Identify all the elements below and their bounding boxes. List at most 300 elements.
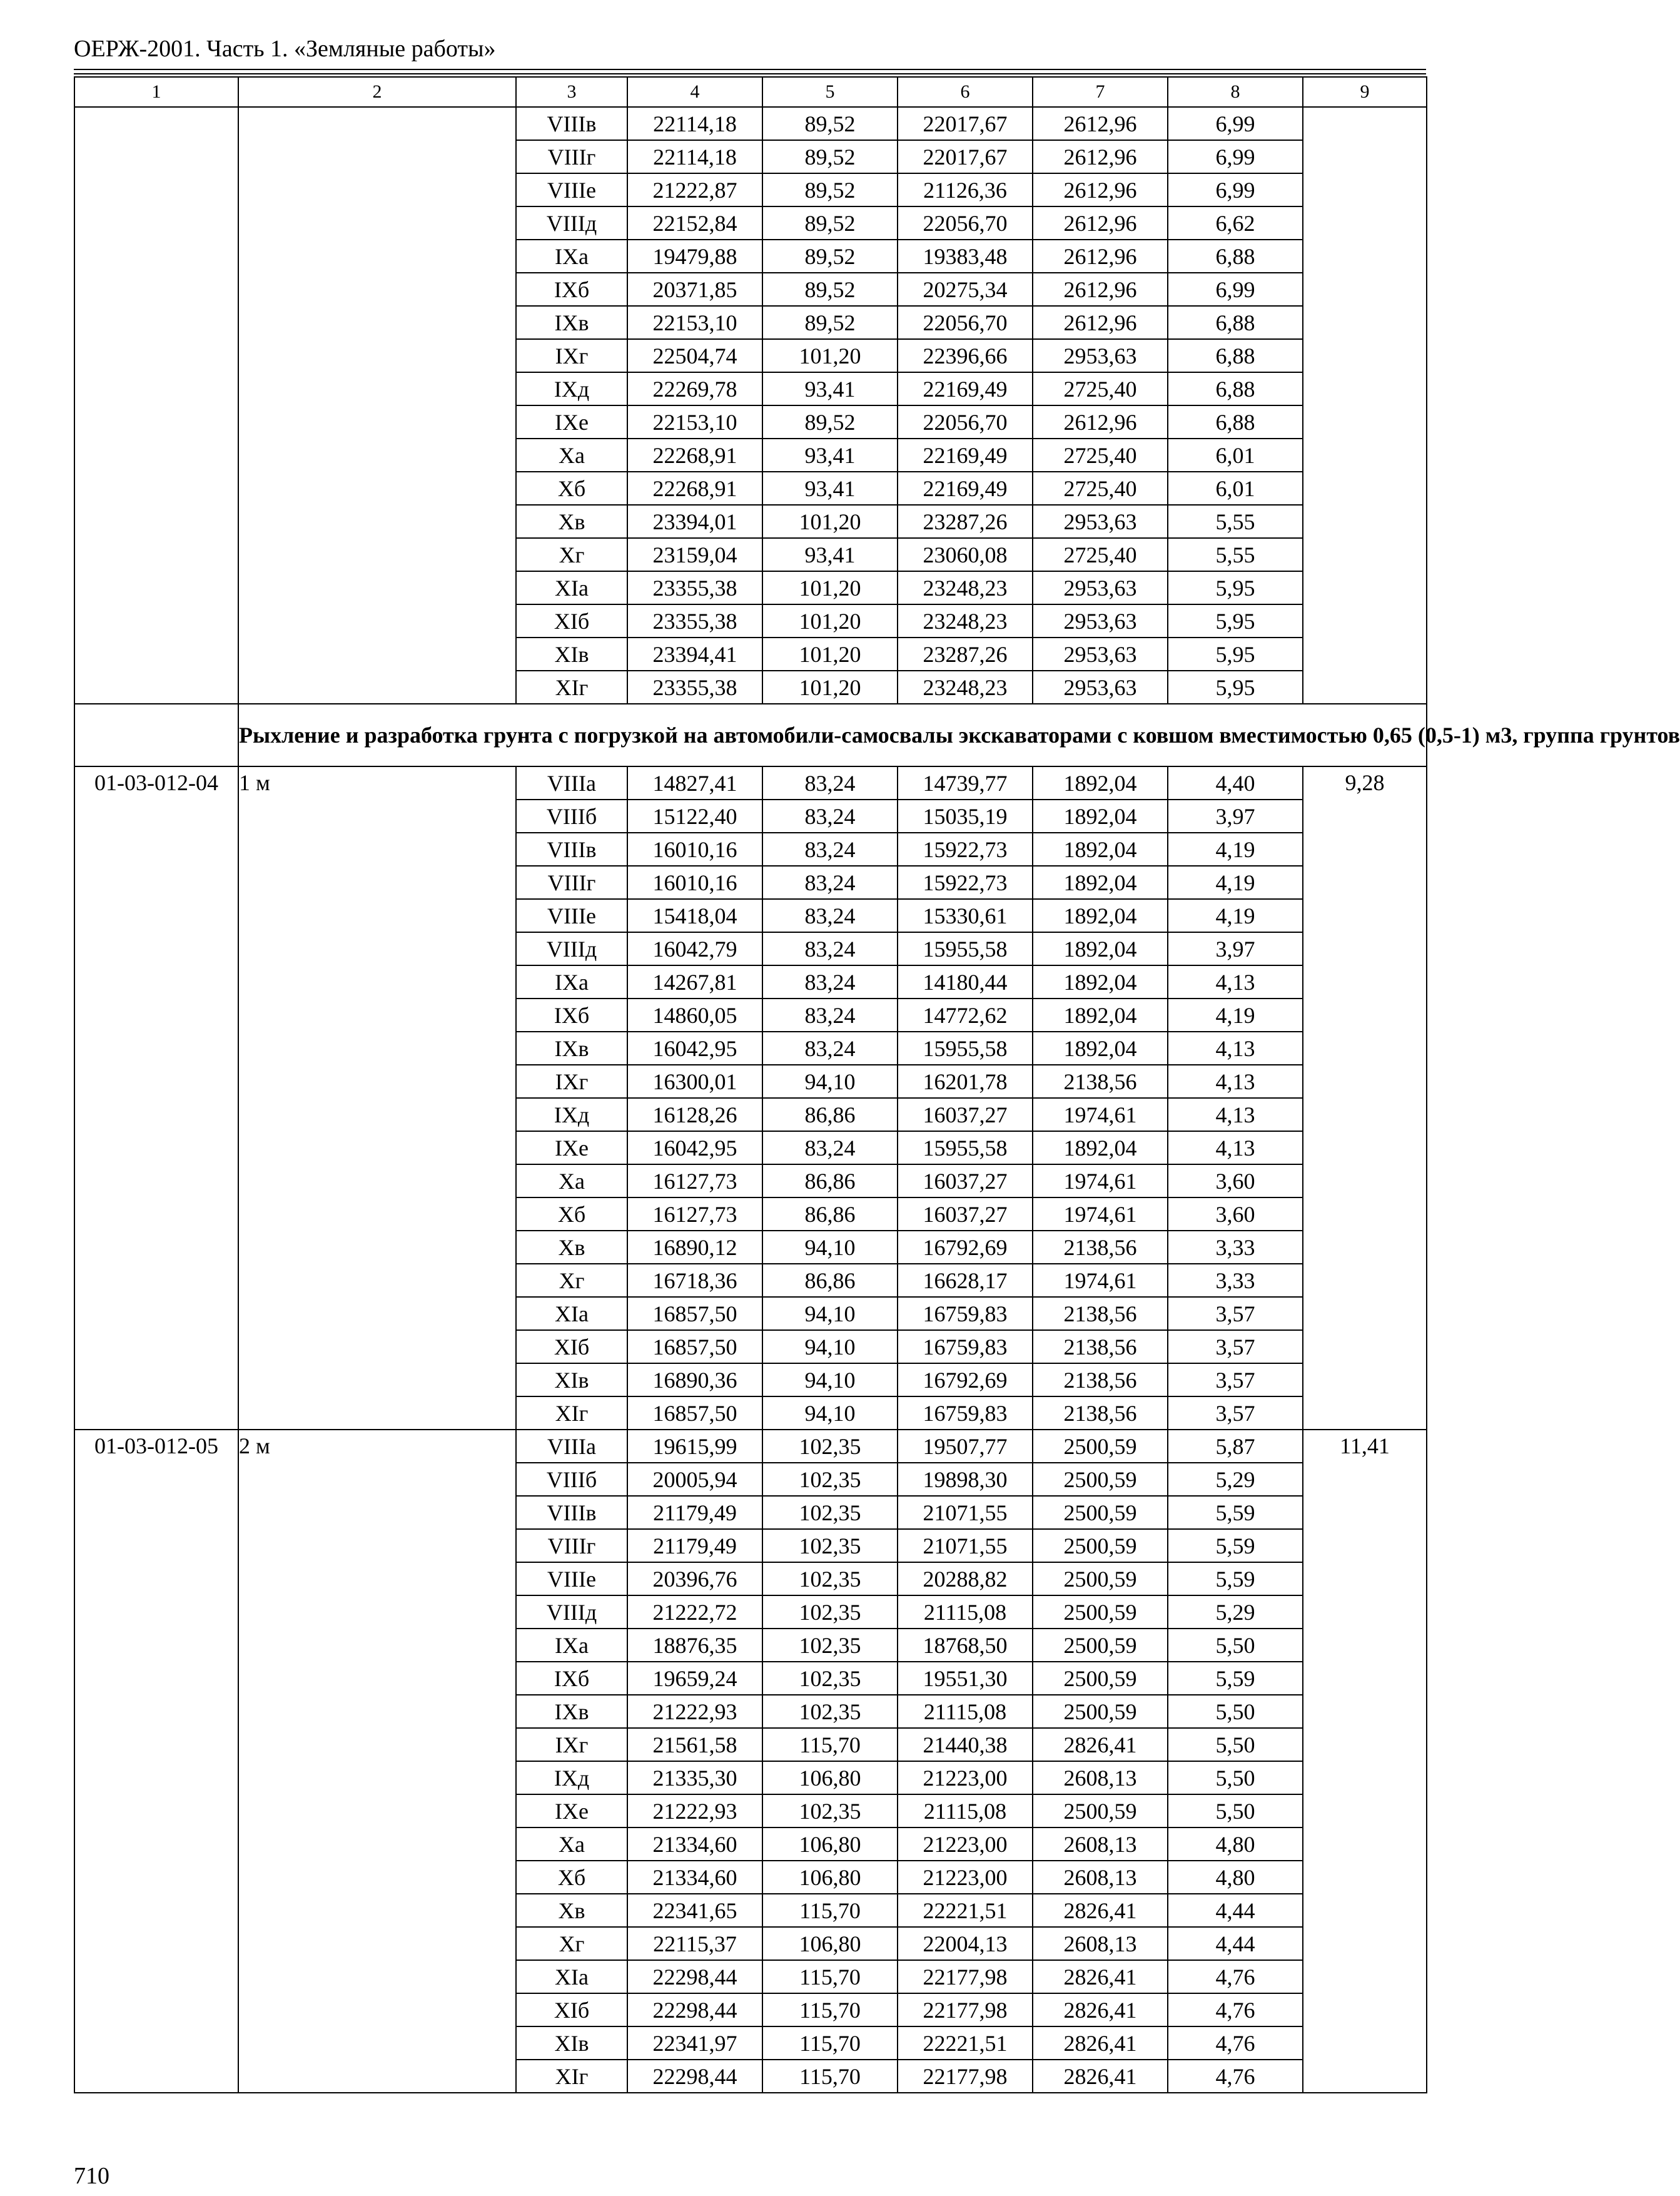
machine-cost-cell: 23248,23 [898,671,1033,704]
machine-cost-cell: 22017,67 [898,140,1033,173]
wage-cell: 89,52 [762,405,898,439]
group-cell: VIIIд [516,206,627,240]
group-cell: VIIIв [516,1496,627,1529]
labor-cell: 4,13 [1168,1131,1303,1164]
labor-cell: 6,01 [1168,472,1303,505]
column-9-cell [1303,107,1427,704]
machine-cost-cell: 22221,51 [898,2026,1033,2060]
machine-cost-cell: 19551,30 [898,1662,1033,1695]
total-cost-cell: 16128,26 [627,1098,762,1131]
driver-wage-cell: 2612,96 [1033,206,1168,240]
wage-cell: 115,70 [762,2060,898,2093]
labor-cell: 4,44 [1168,1894,1303,1927]
labor-cell: 5,55 [1168,505,1303,538]
total-cost-cell: 22341,97 [627,2026,762,2060]
wage-cell: 86,86 [762,1164,898,1197]
rate-name-cell [238,107,516,704]
driver-wage-cell: 2500,59 [1033,1629,1168,1662]
total-cost-cell: 21179,49 [627,1529,762,1562]
total-cost-cell: 15122,40 [627,800,762,833]
labor-cell: 5,29 [1168,1463,1303,1496]
total-cost-cell: 23355,38 [627,604,762,638]
driver-wage-cell: 2608,13 [1033,1827,1168,1861]
group-cell: XIб [516,1993,627,2026]
driver-wage-cell: 1974,61 [1033,1197,1168,1231]
labor-cell: 5,59 [1168,1562,1303,1595]
driver-wage-cell: 2138,56 [1033,1396,1168,1430]
machine-cost-cell: 16792,69 [898,1363,1033,1396]
machine-cost-cell: 21440,38 [898,1728,1033,1761]
total-cost-cell: 22114,18 [627,140,762,173]
group-cell: IXг [516,339,627,372]
group-cell: Xб [516,1861,627,1894]
wage-cell: 102,35 [762,1496,898,1529]
wage-cell: 102,35 [762,1430,898,1463]
group-cell: XIб [516,1330,627,1363]
group-cell: VIIIг [516,1529,627,1562]
group-cell: IXг [516,1065,627,1098]
driver-wage-cell: 2826,41 [1033,2060,1168,2093]
driver-wage-cell: 1892,04 [1033,999,1168,1032]
total-cost-cell: 16010,16 [627,833,762,866]
driver-wage-cell: 2500,59 [1033,1662,1168,1695]
wage-cell: 102,35 [762,1595,898,1629]
total-cost-cell: 21222,87 [627,173,762,206]
table-row [74,107,1427,140]
labor-cell: 4,76 [1168,2060,1303,2093]
driver-wage-cell: 2612,96 [1033,306,1168,339]
labor-cell: 4,76 [1168,1960,1303,1993]
total-cost-cell: 21561,58 [627,1728,762,1761]
group-cell: XIб [516,604,627,638]
total-cost-cell: 22115,37 [627,1927,762,1960]
wage-cell: 102,35 [762,1529,898,1562]
group-cell: IXг [516,1728,627,1761]
total-cost-cell: 22268,91 [627,472,762,505]
wage-cell: 115,70 [762,2026,898,2060]
group-cell: Xв [516,1894,627,1927]
labor-cell: 5,55 [1168,538,1303,571]
driver-wage-cell: 2612,96 [1033,107,1168,140]
group-cell: Xб [516,1197,627,1231]
machine-cost-cell: 21223,00 [898,1827,1033,1861]
labor-cell: 4,19 [1168,999,1303,1032]
total-cost-cell: 21222,72 [627,1595,762,1629]
driver-wage-cell: 2500,59 [1033,1463,1168,1496]
labor-cell: 6,88 [1168,372,1303,405]
group-cell: Xв [516,1231,627,1264]
driver-wage-cell: 1892,04 [1033,1131,1168,1164]
driver-wage-cell: 2608,13 [1033,1927,1168,1960]
machine-cost-cell: 21223,00 [898,1861,1033,1894]
header-rule [74,69,1426,70]
column-9-cell: 11,41 [1303,1430,1427,2093]
machine-cost-cell: 16792,69 [898,1231,1033,1264]
group-cell: Xа [516,1827,627,1861]
group-cell: IXа [516,1629,627,1662]
labor-cell: 6,88 [1168,405,1303,439]
machine-cost-cell: 21126,36 [898,173,1033,206]
total-cost-cell: 23394,41 [627,638,762,671]
column-number-cell: 9 [1303,77,1427,107]
labor-cell: 5,95 [1168,604,1303,638]
labor-cell: 4,13 [1168,1065,1303,1098]
machine-cost-cell: 15955,58 [898,1032,1033,1065]
machine-cost-cell: 21071,55 [898,1496,1033,1529]
driver-wage-cell: 1974,61 [1033,1264,1168,1297]
driver-wage-cell: 2725,40 [1033,372,1168,405]
machine-cost-cell: 15955,58 [898,932,1033,965]
driver-wage-cell: 2826,41 [1033,2026,1168,2060]
rate-code-cell: 01-03-012-04 [74,766,238,1430]
labor-cell: 3,33 [1168,1231,1303,1264]
wage-cell: 102,35 [762,1629,898,1662]
driver-wage-cell: 1892,04 [1033,1032,1168,1065]
group-cell: VIIIв [516,107,627,140]
driver-wage-cell: 2138,56 [1033,1297,1168,1330]
group-cell: Xг [516,538,627,571]
group-cell: VIIIб [516,800,627,833]
group-cell: Xг [516,1927,627,1960]
driver-wage-cell: 1892,04 [1033,800,1168,833]
group-cell: IXб [516,1662,627,1695]
total-cost-cell: 23394,01 [627,505,762,538]
driver-wage-cell: 1892,04 [1033,965,1168,999]
wage-cell: 102,35 [762,1695,898,1728]
labor-cell: 3,57 [1168,1330,1303,1363]
total-cost-cell: 14860,05 [627,999,762,1032]
total-cost-cell: 21334,60 [627,1861,762,1894]
group-cell: VIIIе [516,899,627,932]
wage-cell: 83,24 [762,800,898,833]
machine-cost-cell: 23287,26 [898,505,1033,538]
labor-cell: 3,57 [1168,1396,1303,1430]
labor-cell: 6,99 [1168,173,1303,206]
group-cell: VIIIг [516,866,627,899]
machine-cost-cell: 15955,58 [898,1131,1033,1164]
driver-wage-cell: 2826,41 [1033,1993,1168,2026]
wage-cell: 94,10 [762,1330,898,1363]
wage-cell: 94,10 [762,1065,898,1098]
labor-cell: 3,57 [1168,1297,1303,1330]
wage-cell: 93,41 [762,538,898,571]
wage-cell: 93,41 [762,372,898,405]
page-number: 710 [74,2163,109,2189]
driver-wage-cell: 2953,63 [1033,671,1168,704]
header-rule [74,73,1426,74]
wage-cell: 94,10 [762,1231,898,1264]
driver-wage-cell: 2608,13 [1033,1861,1168,1894]
wage-cell: 83,24 [762,833,898,866]
labor-cell: 5,59 [1168,1529,1303,1562]
total-cost-cell: 16890,36 [627,1363,762,1396]
driver-wage-cell: 2826,41 [1033,1894,1168,1927]
group-cell: IXе [516,1131,627,1164]
wage-cell: 106,80 [762,1861,898,1894]
wage-cell: 83,24 [762,899,898,932]
total-cost-cell: 22298,44 [627,1960,762,1993]
total-cost-cell: 16042,95 [627,1131,762,1164]
machine-cost-cell: 22177,98 [898,2060,1033,2093]
machine-cost-cell: 22396,66 [898,339,1033,372]
labor-cell: 4,80 [1168,1827,1303,1861]
labor-cell: 3,97 [1168,932,1303,965]
column-number-cell: 2 [238,77,516,107]
driver-wage-cell: 2608,13 [1033,1761,1168,1794]
machine-cost-cell: 21115,08 [898,1794,1033,1827]
wage-cell: 89,52 [762,240,898,273]
labor-cell: 4,19 [1168,866,1303,899]
wage-cell: 83,24 [762,965,898,999]
machine-cost-cell: 16759,83 [898,1297,1033,1330]
driver-wage-cell: 2138,56 [1033,1363,1168,1396]
machine-cost-cell: 23248,23 [898,604,1033,638]
section-blank-cell [74,704,238,766]
column-9-cell: 9,28 [1303,766,1427,1430]
machine-cost-cell: 22221,51 [898,1894,1033,1927]
labor-cell: 5,95 [1168,638,1303,671]
wage-cell: 101,20 [762,671,898,704]
total-cost-cell: 22268,91 [627,439,762,472]
column-number-cell: 3 [516,77,627,107]
group-cell: IXв [516,306,627,339]
total-cost-cell: 16042,79 [627,932,762,965]
labor-cell: 5,95 [1168,571,1303,604]
wage-cell: 106,80 [762,1761,898,1794]
wage-cell: 89,52 [762,306,898,339]
total-cost-cell: 22153,10 [627,306,762,339]
machine-cost-cell: 19383,48 [898,240,1033,273]
total-cost-cell: 20396,76 [627,1562,762,1595]
wage-cell: 115,70 [762,1894,898,1927]
wage-cell: 102,35 [762,1463,898,1496]
driver-wage-cell: 2138,56 [1033,1330,1168,1363]
machine-cost-cell: 22169,49 [898,372,1033,405]
driver-wage-cell: 2500,59 [1033,1529,1168,1562]
driver-wage-cell: 2500,59 [1033,1496,1168,1529]
labor-cell: 4,19 [1168,833,1303,866]
machine-cost-cell: 18768,50 [898,1629,1033,1662]
rate-name-cell: 1 м [238,766,516,1430]
machine-cost-cell: 15922,73 [898,833,1033,866]
labor-cell: 5,50 [1168,1794,1303,1827]
group-cell: IXа [516,965,627,999]
total-cost-cell: 14267,81 [627,965,762,999]
group-cell: VIIIб [516,1463,627,1496]
wage-cell: 86,86 [762,1098,898,1131]
group-cell: IXв [516,1695,627,1728]
page-header-title: ОЕРЖ-2001. Часть 1. «Земляные работы» [74,36,496,62]
total-cost-cell: 21334,60 [627,1827,762,1861]
wage-cell: 94,10 [762,1363,898,1396]
total-cost-cell: 15418,04 [627,899,762,932]
group-cell: VIIIг [516,140,627,173]
column-number-row [74,77,1427,107]
machine-cost-cell: 22169,49 [898,439,1033,472]
group-cell: XIв [516,2026,627,2060]
machine-cost-cell: 16037,27 [898,1197,1033,1231]
group-cell: XIг [516,671,627,704]
column-number-cell: 7 [1033,77,1168,107]
machine-cost-cell: 14180,44 [898,965,1033,999]
total-cost-cell: 22298,44 [627,2060,762,2093]
labor-cell: 6,99 [1168,140,1303,173]
table-row [74,766,1427,800]
labor-cell: 6,62 [1168,206,1303,240]
machine-cost-cell: 19507,77 [898,1430,1033,1463]
driver-wage-cell: 2826,41 [1033,1960,1168,1993]
driver-wage-cell: 1974,61 [1033,1098,1168,1131]
driver-wage-cell: 2612,96 [1033,173,1168,206]
driver-wage-cell: 2612,96 [1033,140,1168,173]
labor-cell: 4,13 [1168,965,1303,999]
labor-cell: 5,59 [1168,1496,1303,1529]
driver-wage-cell: 2612,96 [1033,240,1168,273]
driver-wage-cell: 1892,04 [1033,866,1168,899]
driver-wage-cell: 2826,41 [1033,1728,1168,1761]
total-cost-cell: 19659,24 [627,1662,762,1695]
machine-cost-cell: 19898,30 [898,1463,1033,1496]
labor-cell: 4,44 [1168,1927,1303,1960]
wage-cell: 102,35 [762,1562,898,1595]
driver-wage-cell: 1892,04 [1033,833,1168,866]
labor-cell: 4,76 [1168,1993,1303,2026]
labor-cell: 5,87 [1168,1430,1303,1463]
labor-cell: 5,50 [1168,1629,1303,1662]
labor-cell: 5,95 [1168,671,1303,704]
total-cost-cell: 21222,93 [627,1695,762,1728]
wage-cell: 102,35 [762,1662,898,1695]
group-cell: Xб [516,472,627,505]
machine-cost-cell: 15330,61 [898,899,1033,932]
wage-cell: 94,10 [762,1396,898,1430]
group-cell: VIIIв [516,833,627,866]
wage-cell: 83,24 [762,866,898,899]
total-cost-cell: 16718,36 [627,1264,762,1297]
machine-cost-cell: 16037,27 [898,1164,1033,1197]
total-cost-cell: 22152,84 [627,206,762,240]
machine-cost-cell: 20275,34 [898,273,1033,306]
machine-cost-cell: 22056,70 [898,306,1033,339]
labor-cell: 3,97 [1168,800,1303,833]
group-cell: XIг [516,2060,627,2093]
machine-cost-cell: 22169,49 [898,472,1033,505]
total-cost-cell: 16857,50 [627,1297,762,1330]
wage-cell: 93,41 [762,439,898,472]
machine-cost-cell: 22177,98 [898,1960,1033,1993]
driver-wage-cell: 2612,96 [1033,273,1168,306]
group-cell: IXе [516,1794,627,1827]
driver-wage-cell: 2500,59 [1033,1595,1168,1629]
driver-wage-cell: 2500,59 [1033,1562,1168,1595]
rate-code-cell [74,107,238,704]
labor-cell: 6,01 [1168,439,1303,472]
section-title: Рыхление и разработка грунта с погрузкой на автомобили-самосвалы экскаваторами с ковшом вместимостью 0,65 (0,5-1) м3, группа грунтов [238,704,1427,766]
total-cost-cell: 22269,78 [627,372,762,405]
machine-cost-cell: 15922,73 [898,866,1033,899]
machine-cost-cell: 16037,27 [898,1098,1033,1131]
machine-cost-cell: 23060,08 [898,538,1033,571]
wage-cell: 83,24 [762,766,898,800]
machine-cost-cell: 14739,77 [898,766,1033,800]
total-cost-cell: 23159,04 [627,538,762,571]
column-number-cell: 8 [1168,77,1303,107]
group-cell: IXд [516,1761,627,1794]
driver-wage-cell: 2953,63 [1033,505,1168,538]
wage-cell: 89,52 [762,273,898,306]
group-cell: XIв [516,1363,627,1396]
machine-cost-cell: 21115,08 [898,1695,1033,1728]
total-cost-cell: 22114,18 [627,107,762,140]
machine-cost-cell: 16628,17 [898,1264,1033,1297]
group-cell: VIIIд [516,932,627,965]
driver-wage-cell: 1892,04 [1033,899,1168,932]
group-cell: IXв [516,1032,627,1065]
total-cost-cell: 22341,65 [627,1894,762,1927]
labor-cell: 6,99 [1168,107,1303,140]
group-cell: IXб [516,273,627,306]
total-cost-cell: 23355,38 [627,571,762,604]
group-cell: Xг [516,1264,627,1297]
machine-cost-cell: 21223,00 [898,1761,1033,1794]
labor-cell: 4,40 [1168,766,1303,800]
group-cell: XIа [516,1960,627,1993]
total-cost-cell: 16857,50 [627,1396,762,1430]
total-cost-cell: 18876,35 [627,1629,762,1662]
labor-cell: 3,57 [1168,1363,1303,1396]
driver-wage-cell: 2953,63 [1033,604,1168,638]
wage-cell: 106,80 [762,1827,898,1861]
total-cost-cell: 21335,30 [627,1761,762,1794]
total-cost-cell: 21222,93 [627,1794,762,1827]
wage-cell: 115,70 [762,1728,898,1761]
labor-cell: 6,99 [1168,273,1303,306]
labor-cell: 3,33 [1168,1264,1303,1297]
wage-cell: 101,20 [762,339,898,372]
machine-cost-cell: 16201,78 [898,1065,1033,1098]
labor-cell: 4,80 [1168,1861,1303,1894]
wage-cell: 83,24 [762,932,898,965]
column-number-cell: 6 [898,77,1033,107]
total-cost-cell: 22153,10 [627,405,762,439]
total-cost-cell: 16042,95 [627,1032,762,1065]
machine-cost-cell: 23287,26 [898,638,1033,671]
wage-cell: 89,52 [762,107,898,140]
driver-wage-cell: 2138,56 [1033,1065,1168,1098]
labor-cell: 3,60 [1168,1197,1303,1231]
wage-cell: 115,70 [762,1960,898,1993]
group-cell: IXд [516,1098,627,1131]
total-cost-cell: 22298,44 [627,1993,762,2026]
total-cost-cell: 19479,88 [627,240,762,273]
group-cell: IXа [516,240,627,273]
machine-cost-cell: 23248,23 [898,571,1033,604]
group-cell: XIг [516,1396,627,1430]
machine-cost-cell: 21071,55 [898,1529,1033,1562]
group-cell: XIа [516,1297,627,1330]
driver-wage-cell: 1892,04 [1033,766,1168,800]
labor-cell: 5,50 [1168,1695,1303,1728]
column-number-cell: 5 [762,77,898,107]
total-cost-cell: 19615,99 [627,1430,762,1463]
group-cell: VIIIд [516,1595,627,1629]
machine-cost-cell: 14772,62 [898,999,1033,1032]
group-cell: XIв [516,638,627,671]
labor-cell: 6,88 [1168,306,1303,339]
machine-cost-cell: 22056,70 [898,206,1033,240]
group-cell: IXд [516,372,627,405]
total-cost-cell: 20005,94 [627,1463,762,1496]
